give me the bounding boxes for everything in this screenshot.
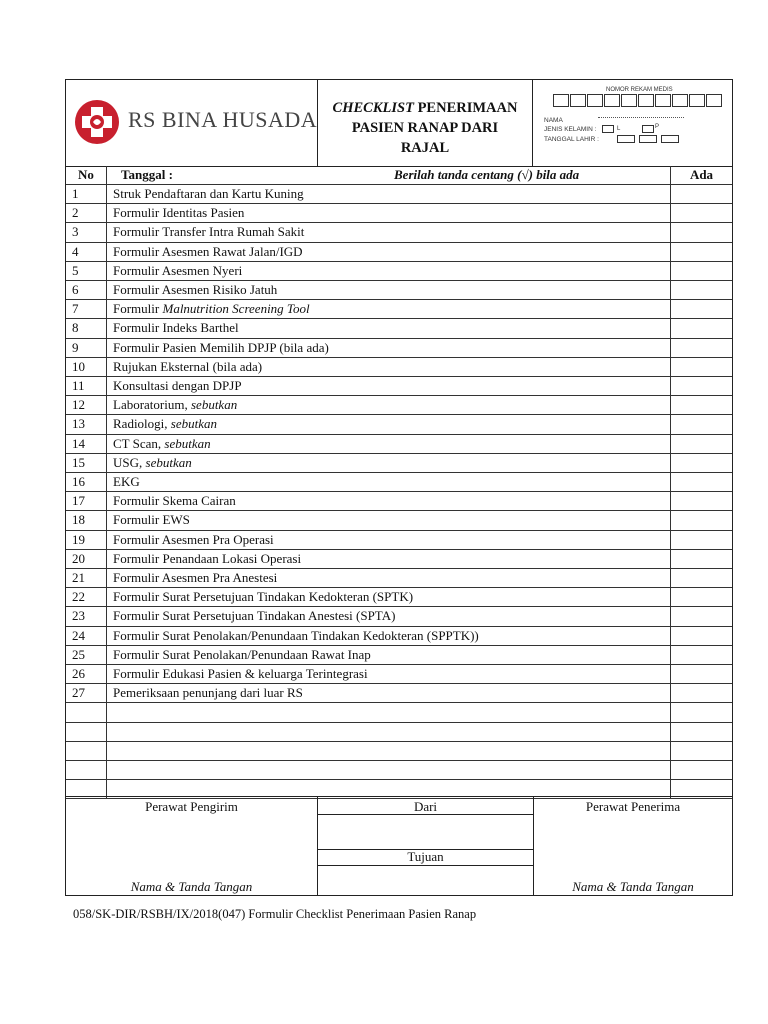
row-number: 17 (66, 492, 107, 510)
birth-day-box[interactable] (617, 135, 635, 143)
table-header-row (66, 166, 732, 185)
row-item-text (107, 262, 671, 280)
row-ada-checkbox[interactable] (671, 742, 732, 760)
row-item-label: Formulir Surat Persetujuan Tindakan Kedokteran (SPTK) (113, 589, 414, 605)
row-item-label: CT Scan, (113, 435, 165, 451)
gender-male-label: L (617, 126, 621, 132)
table-row (66, 435, 732, 454)
row-item-text (107, 531, 671, 549)
header-no: No (66, 166, 107, 184)
row-ada-checkbox[interactable] (671, 339, 732, 357)
title-part-1: PENERIMAAN (417, 100, 518, 116)
gender-female-label: P (655, 124, 660, 130)
patient-id-block (534, 80, 732, 166)
row-ada-checkbox[interactable] (671, 703, 732, 721)
table-row (66, 761, 732, 780)
row-item-text (107, 358, 671, 376)
row-number: 19 (66, 531, 107, 549)
table-row (66, 588, 732, 607)
table-row (66, 569, 732, 588)
row-ada-checkbox[interactable] (671, 723, 732, 741)
row-item-italic: sebutkan (190, 397, 238, 413)
receiver-name-sign-label: Nama & Tanda Tangan (572, 879, 694, 894)
row-item-text (107, 339, 671, 357)
row-item-italic: Malnutrition Screening Tool (162, 301, 310, 317)
table-row (66, 339, 732, 358)
row-item-text (107, 435, 671, 453)
row-item-text (107, 415, 671, 433)
row-number (66, 703, 107, 721)
row-item-text (107, 492, 671, 510)
table-row (66, 665, 732, 684)
row-item-label: Laboratorium, (113, 397, 191, 413)
row-ada-checkbox[interactable] (671, 300, 732, 318)
row-number: 1 (66, 185, 107, 203)
row-number: 11 (66, 377, 107, 395)
row-item-text (107, 588, 671, 606)
form-code-footer: 058/SK-DIR/RSBH/IX/2018(047) Formulir Checklist Penerimaan Pasien Ranap (73, 907, 477, 921)
row-ada-checkbox[interactable] (671, 454, 732, 472)
birth-month-box[interactable] (639, 135, 657, 143)
table-row (66, 742, 732, 761)
row-item-text (107, 703, 671, 721)
table-row (66, 454, 732, 473)
row-ada-checkbox[interactable] (671, 627, 732, 645)
table-row (66, 185, 732, 204)
table-row (66, 377, 732, 396)
row-item-label: Formulir Edukasi Pasien & keluarga Terintegrasi (113, 666, 368, 681)
row-item-label: Formulir (113, 301, 163, 317)
row-ada-checkbox[interactable] (671, 646, 732, 664)
hospital-name: RS BINA HUSADA (128, 107, 318, 132)
row-ada-checkbox[interactable] (671, 319, 732, 337)
row-ada-checkbox[interactable] (671, 204, 732, 222)
receiver-nurse-label: Perawat Penerima (585, 799, 681, 814)
row-number: 3 (66, 223, 107, 241)
row-number: 24 (66, 627, 107, 645)
row-item-label: Formulir Asesmen Nyeri (113, 262, 243, 278)
table-row (66, 358, 732, 377)
row-number: 7 (66, 300, 107, 318)
to-label: Tujuan (407, 849, 444, 864)
row-ada-checkbox[interactable] (671, 262, 732, 280)
row-ada-checkbox[interactable] (671, 588, 732, 606)
row-number: 8 (66, 319, 107, 337)
row-item-label: EKG (113, 474, 140, 489)
row-item-text (107, 281, 671, 299)
row-number: 25 (66, 646, 107, 664)
table-row (66, 262, 732, 281)
row-item-label: Struk Pendaftaran dan Kartu Kuning (113, 186, 304, 201)
row-ada-checkbox[interactable] (671, 281, 732, 299)
title-checklist-word: CHECKLIST (332, 100, 414, 116)
header-tanggal: Tanggal : (121, 167, 173, 182)
row-number: 9 (66, 339, 107, 357)
row-item-text (107, 243, 671, 261)
row-number: 20 (66, 550, 107, 568)
row-item-label: Formulir Skema Cairan (113, 493, 236, 509)
row-item-label: Pemeriksaan penunjang dari luar RS (113, 685, 303, 701)
row-ada-checkbox[interactable] (671, 377, 732, 395)
row-number: 6 (66, 281, 107, 299)
sender-nurse-label: Perawat Pengirim (145, 799, 238, 814)
row-ada-checkbox[interactable] (671, 492, 732, 510)
table-row (66, 473, 732, 492)
row-ada-checkbox[interactable] (671, 415, 732, 433)
row-ada-checkbox[interactable] (671, 531, 732, 549)
row-ada-checkbox[interactable] (671, 511, 732, 529)
row-item-label: Formulir Surat Penolakan/Penundaan Rawat Inap (113, 646, 371, 662)
row-item-label: Formulir Pasien Memilih DPJP (bila ada) (113, 339, 329, 355)
gender-male-checkbox[interactable] (602, 125, 614, 133)
from-label: Dari (413, 799, 438, 814)
hospital-logo-block (66, 80, 318, 166)
hospital-cross-logo-icon (74, 99, 120, 145)
row-number: 23 (66, 607, 107, 625)
row-ada-checkbox[interactable] (671, 665, 732, 683)
table-row (66, 223, 732, 242)
row-number: 22 (66, 588, 107, 606)
row-item-text (107, 761, 671, 779)
row-ada-checkbox[interactable] (671, 435, 732, 453)
gender-female-checkbox[interactable] (642, 125, 654, 133)
row-item-text (107, 665, 671, 683)
table-row (66, 627, 732, 646)
checklist-form (65, 79, 733, 896)
row-ada-checkbox[interactable] (671, 684, 732, 702)
name-field[interactable] (598, 117, 684, 118)
row-number: 13 (66, 415, 107, 433)
medical-record-number-boxes[interactable] (553, 94, 723, 107)
row-number: 27 (66, 684, 107, 702)
medical-record-label: NOMOR REKAM MEDIS (606, 87, 673, 93)
row-item-label: Rujukan Eksternal (bila ada) (113, 358, 263, 374)
row-ada-checkbox[interactable] (671, 396, 732, 414)
row-number: 18 (66, 511, 107, 529)
row-number: 10 (66, 358, 107, 376)
table-row (66, 550, 732, 569)
row-number (66, 723, 107, 741)
row-ada-checkbox[interactable] (671, 761, 732, 779)
header-item-cell (107, 166, 671, 184)
table-row (66, 703, 732, 722)
row-item-label: Formulir Identitas Pasien (113, 205, 245, 221)
form-header (66, 80, 732, 167)
row-ada-checkbox[interactable] (671, 185, 732, 203)
signature-section (66, 796, 732, 896)
sender-nurse-block[interactable] (66, 797, 318, 896)
row-item-text (107, 300, 671, 318)
row-item-text (107, 377, 671, 395)
row-ada-checkbox[interactable] (671, 569, 732, 587)
row-item-text (107, 473, 671, 491)
row-item-text (107, 742, 671, 760)
table-row (66, 511, 732, 530)
row-ada-checkbox[interactable] (671, 243, 732, 261)
row-item-label: Formulir Asesmen Rawat Jalan/IGD (113, 243, 303, 259)
row-item-text (107, 627, 671, 645)
row-item-italic: sebutkan (170, 416, 217, 432)
row-number: 26 (66, 665, 107, 683)
row-number (66, 742, 107, 760)
row-number: 2 (66, 204, 107, 222)
row-item-text (107, 204, 671, 222)
row-item-text (107, 550, 671, 568)
table-row (66, 723, 732, 742)
row-number: 16 (66, 473, 107, 491)
row-item-italic: sebutkan (164, 435, 211, 451)
table-row (66, 684, 732, 703)
transfer-block (318, 797, 534, 896)
row-item-label: Konsultasi dengan DPJP (113, 378, 242, 393)
table-row (66, 415, 732, 434)
header-ada: Ada (689, 167, 714, 182)
row-item-label: Formulir Asesmen Pra Anestesi (113, 570, 278, 585)
birth-date-label: TANGGAL LAHIR : (544, 136, 599, 143)
row-item-text (107, 569, 671, 587)
row-item-text (107, 723, 671, 741)
table-row (66, 243, 732, 262)
row-ada-checkbox[interactable] (671, 473, 732, 491)
row-number (66, 761, 107, 779)
header-instruction: Berilah tanda centang (√) bila ada (394, 167, 580, 182)
row-item-label: USG, (113, 454, 146, 470)
row-number: 4 (66, 243, 107, 261)
title-part-2: PASIEN RANAP DARI (351, 120, 499, 136)
row-number: 12 (66, 396, 107, 414)
row-number: 15 (66, 454, 107, 472)
sender-name-sign-label: Nama & Tanda Tangan (130, 879, 253, 894)
row-item-label: Formulir EWS (113, 512, 190, 528)
row-ada-checkbox[interactable] (671, 607, 732, 625)
row-item-label: Radiologi, (113, 416, 171, 432)
row-number: 14 (66, 435, 107, 453)
row-item-text (107, 684, 671, 702)
table-row (66, 396, 732, 415)
table-row (66, 607, 732, 626)
row-number: 21 (66, 569, 107, 587)
row-ada-checkbox[interactable] (671, 223, 732, 241)
receiver-nurse-block[interactable] (534, 797, 732, 896)
row-item-label: Formulir Penandaan Lokasi Operasi (113, 550, 302, 566)
form-title (318, 80, 533, 166)
row-item-text (107, 646, 671, 664)
table-row (66, 204, 732, 223)
title-part-3: RAJAL (400, 140, 450, 156)
row-ada-checkbox[interactable] (671, 550, 732, 568)
row-item-text (107, 223, 671, 241)
row-number: 5 (66, 262, 107, 280)
row-item-text (107, 607, 671, 625)
name-label: NAMA (544, 117, 563, 124)
table-row (66, 492, 732, 511)
table-row (66, 300, 732, 319)
birth-year-box[interactable] (661, 135, 679, 143)
row-item-text (107, 396, 671, 414)
table-row (66, 319, 732, 338)
row-item-label: Formulir Indeks Barthel (113, 320, 239, 336)
row-item-text (107, 511, 671, 529)
row-ada-checkbox[interactable] (671, 358, 732, 376)
row-item-label: Formulir Surat Penolakan/Penundaan Tindakan Kedokteran (SPPTK)) (113, 627, 479, 643)
table-row (66, 531, 732, 550)
row-item-text (107, 319, 671, 337)
row-item-label: Formulir Asesmen Pra Operasi (113, 531, 274, 547)
row-item-italic: sebutkan (145, 454, 192, 470)
row-item-text (107, 454, 671, 472)
row-item-label: Formulir Surat Persetujuan Tindakan Anestesi (SPTA) (113, 608, 396, 624)
row-item-text (107, 185, 671, 203)
row-item-label: Formulir Transfer Intra Rumah Sakit (113, 224, 305, 240)
gender-label: JENIS KELAMIN : (544, 126, 597, 133)
table-row (66, 281, 732, 300)
table-row (66, 646, 732, 665)
row-item-label: Formulir Asesmen Risiko Jatuh (113, 282, 278, 297)
